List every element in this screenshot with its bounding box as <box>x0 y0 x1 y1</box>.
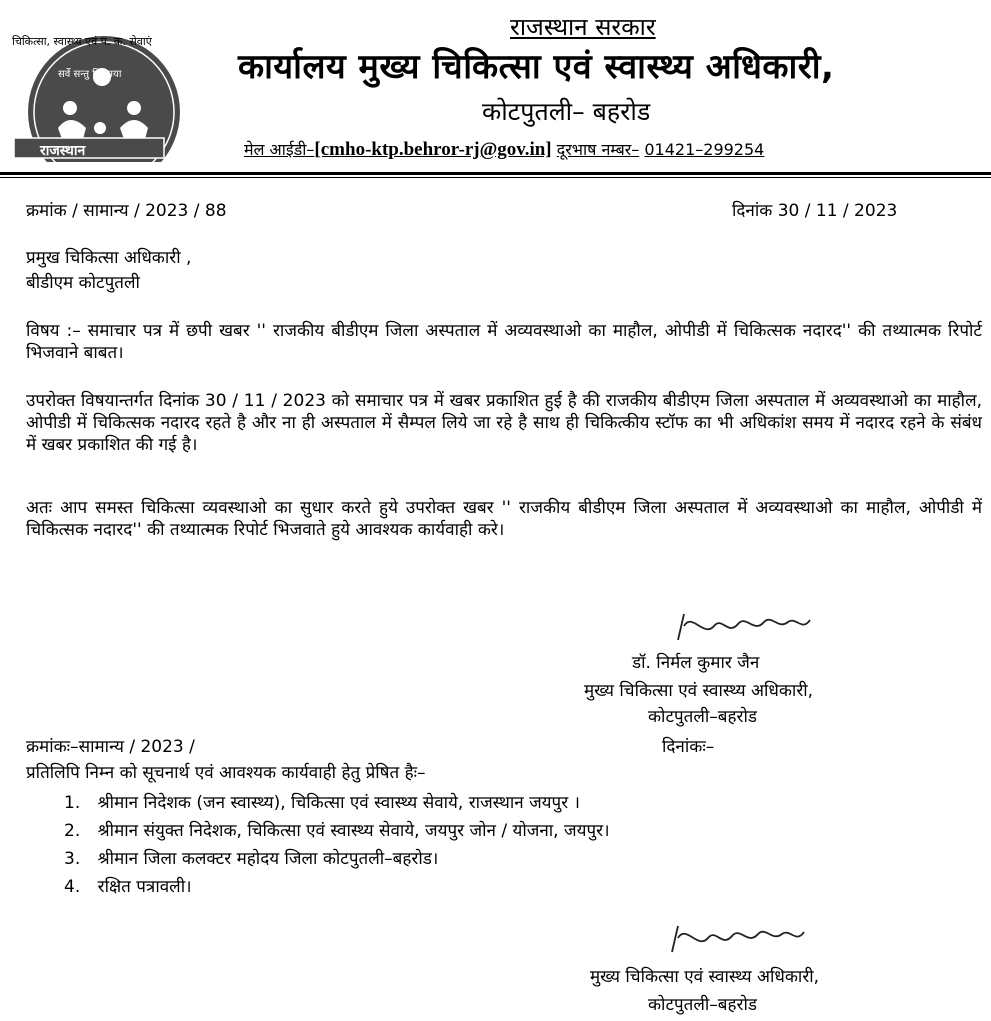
body-paragraph-1: उपरोक्त विषयान्तर्गत दिनांक 30 / 11 / 2023 को समाचार पत्र में खबर प्रकाशित हुई है की राजकीय बीडीएम जिला अस्पताल में अव्यवस्थाओ का माहौल, ओपीडी में चिकित्सक नदारद रहते है और ना ही अस्पताल में सैम्पल लिये जा रहे है साथ ही चिकित्कीय स्टॉफ का भी अधिकांश समय में नदारद रहने के संबंध में खबर प्रकाशित की गई है। <box>26 391 982 455</box>
letter-date: दिनांक 30 / 11 / 2023 <box>732 201 898 221</box>
mail-label: मेल आईडी– <box>244 140 315 159</box>
copy-date: दिनांकः– <box>662 737 715 757</box>
signatory-place: कोटपुतली–बहरोड <box>648 707 757 727</box>
logo-motto: सर्वे सन्तु निरामया <box>58 69 122 80</box>
list-item-text: श्रीमान संयुक्त निदेशक, चिकित्सा एवं स्वास्थ्य सेवाये, जयपुर जोन / योजना, जयपुर। <box>97 821 610 841</box>
logo-arc-text: चिकित्सा, स्वास्थ्य एवं प. क. सेवाएं <box>12 35 152 48</box>
signature-scribble-1 <box>670 608 820 652</box>
header-rule-thick <box>0 172 991 175</box>
list-item <box>64 846 438 869</box>
list-item-text: रक्षित पत्रावली। <box>97 877 192 897</box>
addressee-line-2: बीडीएम कोटपुतली <box>26 273 140 293</box>
signatory-2-place: कोटपुतली–बहरोड <box>648 995 757 1015</box>
government-title: राजस्थान सरकार <box>510 13 656 41</box>
copy-reference: क्रमांकः–सामान्य / 2023 / <box>26 737 195 757</box>
signatory-name: डॉ. निर्मल कुमार जैन <box>632 653 760 673</box>
contact-line <box>244 138 764 161</box>
office-location: कोटपुतली– बहरोड <box>482 97 651 126</box>
signatory-2-title: मुख्य चिकित्सा एवं स्वास्थ्य अधिकारी, <box>590 967 820 987</box>
body-paragraph-2: अतः आप समस्त चिकित्सा व्यवस्थाओ का सुधार करते हुये उपरोक्त खबर '' राजकीय बीडीएम जिला अस्पताल में अव्यवस्थाओ का माहौल, ओपीडी में चिकित्सक नदारद'' की तथ्यात्मक रिपोर्ट भिजवाते हुये आवश्यक कार्यवाही करे। <box>26 498 982 540</box>
list-item-number: 4. <box>64 877 81 897</box>
list-item-text: श्रीमान निदेशक (जन स्वास्थ्य), चिकित्सा एवं स्वास्थ्य सेवाये, राजस्थान जयपुर । <box>97 793 580 813</box>
list-item-number: 1. <box>64 793 81 813</box>
office-title: कार्यालय मुख्य चिकित्सा एवं स्वास्थ्य अधिकारी, <box>238 47 835 87</box>
list-item <box>64 874 192 897</box>
list-item-number: 3. <box>64 849 81 869</box>
subject-paragraph: विषय :– समाचार पत्र में छपी खबर '' राजकीय बीडीएम जिला अस्पताल में अव्यवस्थाओ का माहौल, ओपीडी में चिकित्सक नदारद'' की तथ्यात्मक रिपोर्ट भिजवाने बाबत। <box>26 321 982 363</box>
letter-reference: क्रमांक / सामान्य / 2023 / 88 <box>26 201 227 221</box>
copy-intro: प्रतिलिपि निम्न को सूचनार्थ एवं आवश्यक कार्यवाही हेतु प्रेषित हैः– <box>26 763 426 783</box>
header-rule-thin <box>0 177 991 178</box>
signatory-title: मुख्य चिकित्सा एवं स्वास्थ्य अधिकारी, <box>584 681 814 701</box>
list-item <box>64 818 610 841</box>
list-item-text: श्रीमान जिला कलक्टर महोदय जिला कोटपुतली–बहरोड। <box>97 849 439 869</box>
list-item-number: 2. <box>64 821 81 841</box>
department-logo <box>0 32 200 162</box>
mail-address[interactable]: [cmho-ktp.behror-rj@gov.in] <box>314 139 552 160</box>
phone-label: दूरभाष नम्बर– <box>556 140 640 159</box>
list-item <box>64 790 580 813</box>
addressee-line-1: प्रमुख चिकित्सा अधिकारी , <box>26 248 192 268</box>
signature-scribble-2 <box>664 920 814 964</box>
phone-number: 01421–299254 <box>644 140 765 159</box>
logo-state-label: राजस्थान <box>40 143 86 159</box>
